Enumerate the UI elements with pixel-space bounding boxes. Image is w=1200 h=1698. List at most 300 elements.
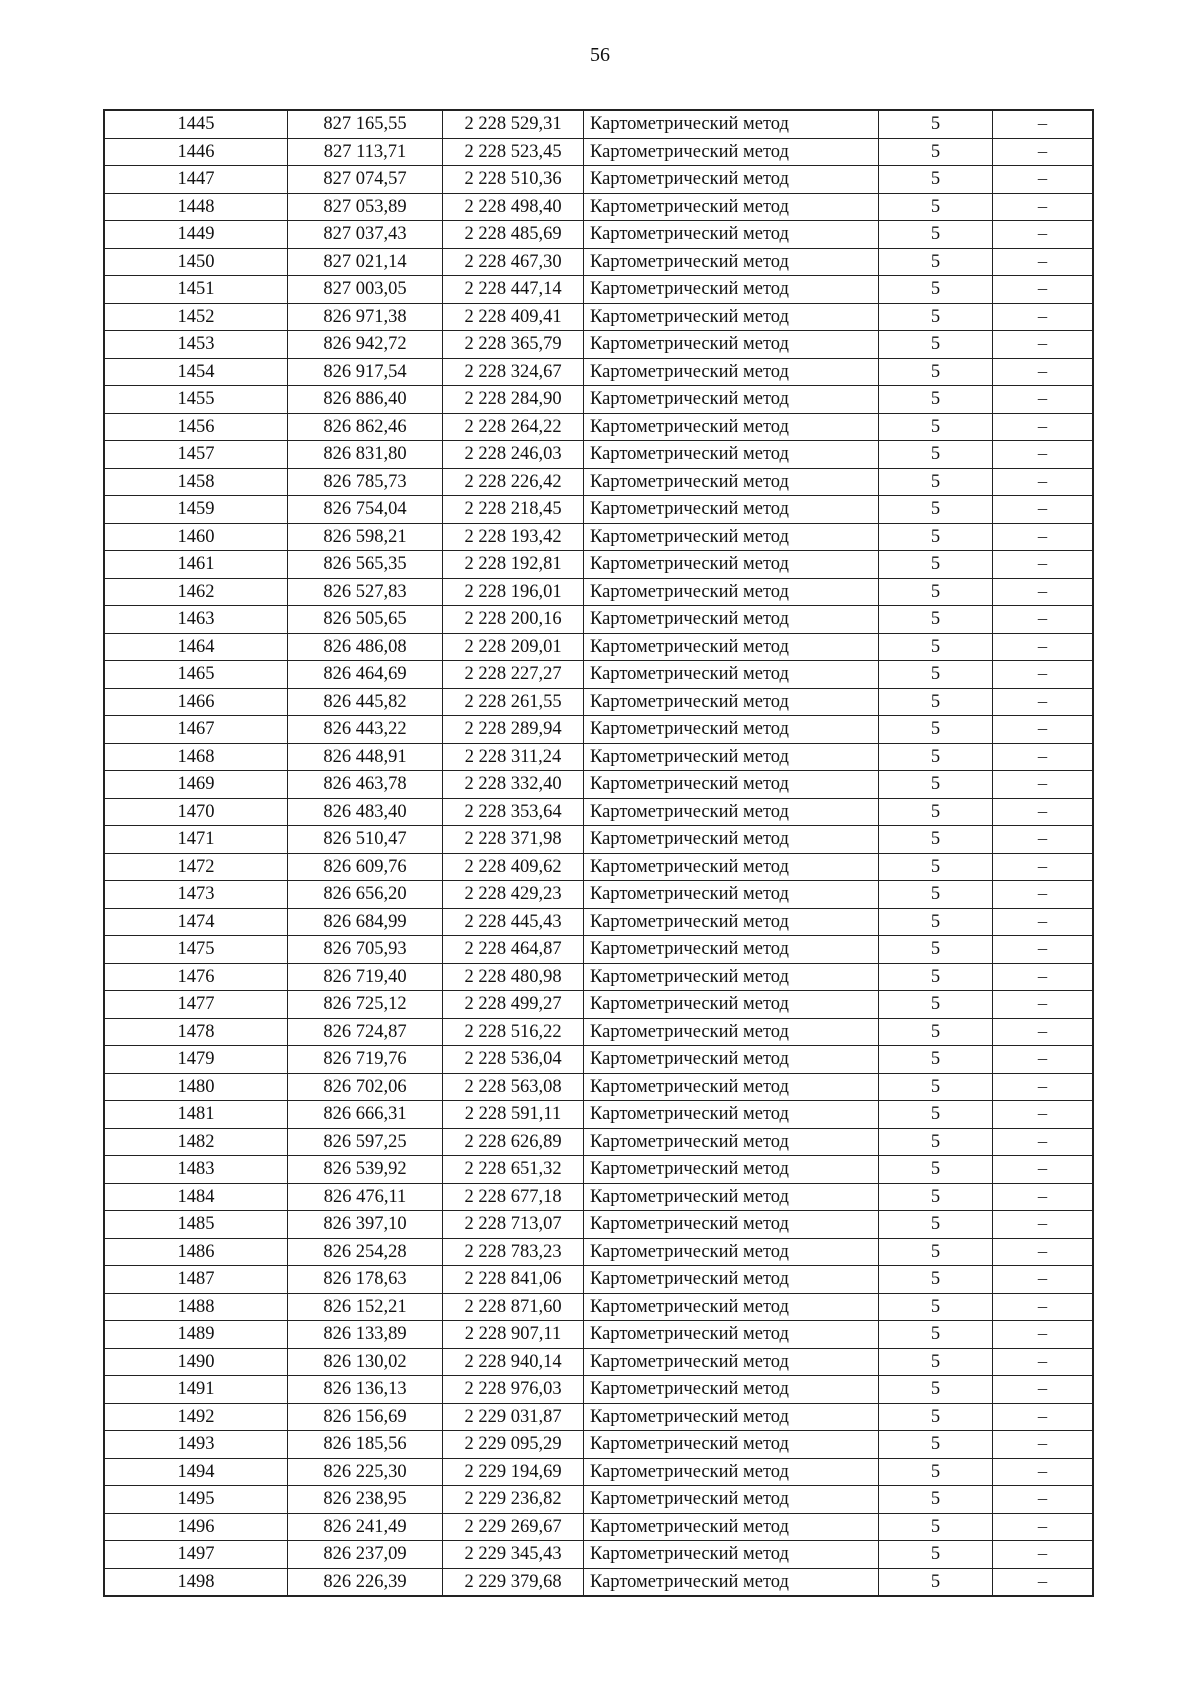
accuracy-cell: 5 [879, 221, 993, 249]
point-number-cell: 1459 [104, 496, 288, 524]
description-cell: – [993, 468, 1094, 496]
x-coordinate-cell: 826 254,28 [288, 1238, 443, 1266]
method-cell: Картометрический метод [584, 441, 879, 469]
accuracy-cell: 5 [879, 468, 993, 496]
table-row [104, 716, 1093, 744]
table-row [104, 991, 1093, 1019]
method-cell: Картометрический метод [584, 1183, 879, 1211]
description-cell: – [993, 578, 1094, 606]
table-row [104, 110, 1093, 138]
description-cell: – [993, 1321, 1094, 1349]
x-coordinate-cell: 826 443,22 [288, 716, 443, 744]
x-coordinate-cell: 826 483,40 [288, 798, 443, 826]
point-number-cell: 1495 [104, 1486, 288, 1514]
x-coordinate-cell: 826 486,08 [288, 633, 443, 661]
y-coordinate-cell: 2 228 196,01 [443, 578, 584, 606]
table-row [104, 441, 1093, 469]
coordinates-table [103, 109, 1094, 1597]
method-cell: Картометрический метод [584, 496, 879, 524]
accuracy-cell: 5 [879, 936, 993, 964]
x-coordinate-cell: 826 705,93 [288, 936, 443, 964]
method-cell: Картометрический метод [584, 331, 879, 359]
y-coordinate-cell: 2 228 429,23 [443, 881, 584, 909]
accuracy-cell: 5 [879, 1403, 993, 1431]
accuracy-cell: 5 [879, 441, 993, 469]
point-number-cell: 1472 [104, 853, 288, 881]
x-coordinate-cell: 826 942,72 [288, 331, 443, 359]
x-coordinate-cell: 826 510,47 [288, 826, 443, 854]
table-row [104, 798, 1093, 826]
coordinates-table-body [104, 110, 1093, 1596]
table-row [104, 1376, 1093, 1404]
x-coordinate-cell: 827 037,43 [288, 221, 443, 249]
method-cell: Картометрический метод [584, 138, 879, 166]
description-cell: – [993, 1376, 1094, 1404]
description-cell: – [993, 991, 1094, 1019]
point-number-cell: 1489 [104, 1321, 288, 1349]
accuracy-cell: 5 [879, 578, 993, 606]
x-coordinate-cell: 827 113,71 [288, 138, 443, 166]
point-number-cell: 1457 [104, 441, 288, 469]
method-cell: Картометрический метод [584, 1376, 879, 1404]
description-cell: – [993, 743, 1094, 771]
table-row [104, 138, 1093, 166]
point-number-cell: 1496 [104, 1513, 288, 1541]
y-coordinate-cell: 2 228 516,22 [443, 1018, 584, 1046]
point-number-cell: 1491 [104, 1376, 288, 1404]
method-cell: Картометрический метод [584, 358, 879, 386]
point-number-cell: 1465 [104, 661, 288, 689]
y-coordinate-cell: 2 228 677,18 [443, 1183, 584, 1211]
y-coordinate-cell: 2 228 467,30 [443, 248, 584, 276]
y-coordinate-cell: 2 228 264,22 [443, 413, 584, 441]
accuracy-cell: 5 [879, 1211, 993, 1239]
method-cell: Картометрический метод [584, 1073, 879, 1101]
y-coordinate-cell: 2 228 209,01 [443, 633, 584, 661]
y-coordinate-cell: 2 228 529,31 [443, 110, 584, 138]
method-cell: Картометрический метод [584, 276, 879, 304]
accuracy-cell: 5 [879, 606, 993, 634]
point-number-cell: 1458 [104, 468, 288, 496]
description-cell: – [993, 331, 1094, 359]
x-coordinate-cell: 826 226,39 [288, 1568, 443, 1596]
x-coordinate-cell: 826 666,31 [288, 1101, 443, 1129]
x-coordinate-cell: 826 476,11 [288, 1183, 443, 1211]
x-coordinate-cell: 826 785,73 [288, 468, 443, 496]
point-number-cell: 1455 [104, 386, 288, 414]
table-row [104, 606, 1093, 634]
description-cell: – [993, 523, 1094, 551]
table-row [104, 551, 1093, 579]
table-row [104, 386, 1093, 414]
method-cell: Картометрический метод [584, 551, 879, 579]
point-number-cell: 1469 [104, 771, 288, 799]
table-row [104, 826, 1093, 854]
description-cell: – [993, 413, 1094, 441]
y-coordinate-cell: 2 228 841,06 [443, 1266, 584, 1294]
method-cell: Картометрический метод [584, 1046, 879, 1074]
table-row [104, 1128, 1093, 1156]
table-row [104, 496, 1093, 524]
y-coordinate-cell: 2 228 311,24 [443, 743, 584, 771]
y-coordinate-cell: 2 228 499,27 [443, 991, 584, 1019]
description-cell: – [993, 1018, 1094, 1046]
point-number-cell: 1450 [104, 248, 288, 276]
x-coordinate-cell: 826 445,82 [288, 688, 443, 716]
description-cell: – [993, 386, 1094, 414]
description-cell: – [993, 1211, 1094, 1239]
description-cell: – [993, 1101, 1094, 1129]
point-number-cell: 1454 [104, 358, 288, 386]
description-cell: – [993, 1486, 1094, 1514]
x-coordinate-cell: 826 917,54 [288, 358, 443, 386]
y-coordinate-cell: 2 228 447,14 [443, 276, 584, 304]
y-coordinate-cell: 2 229 236,82 [443, 1486, 584, 1514]
description-cell: – [993, 661, 1094, 689]
description-cell: – [993, 138, 1094, 166]
table-row [104, 248, 1093, 276]
x-coordinate-cell: 826 719,40 [288, 963, 443, 991]
x-coordinate-cell: 826 178,63 [288, 1266, 443, 1294]
table-row [104, 881, 1093, 909]
x-coordinate-cell: 826 185,56 [288, 1431, 443, 1459]
x-coordinate-cell: 826 136,13 [288, 1376, 443, 1404]
page-number: 56 [590, 44, 610, 66]
point-number-cell: 1446 [104, 138, 288, 166]
y-coordinate-cell: 2 228 480,98 [443, 963, 584, 991]
table-row [104, 1183, 1093, 1211]
method-cell: Картометрический метод [584, 1156, 879, 1184]
point-number-cell: 1483 [104, 1156, 288, 1184]
x-coordinate-cell: 826 241,49 [288, 1513, 443, 1541]
accuracy-cell: 5 [879, 1266, 993, 1294]
x-coordinate-cell: 826 237,09 [288, 1541, 443, 1569]
accuracy-cell: 5 [879, 1293, 993, 1321]
y-coordinate-cell: 2 228 563,08 [443, 1073, 584, 1101]
point-number-cell: 1474 [104, 908, 288, 936]
table-row [104, 303, 1093, 331]
point-number-cell: 1464 [104, 633, 288, 661]
point-number-cell: 1451 [104, 276, 288, 304]
point-number-cell: 1493 [104, 1431, 288, 1459]
method-cell: Картометрический метод [584, 1293, 879, 1321]
x-coordinate-cell: 826 130,02 [288, 1348, 443, 1376]
method-cell: Картометрический метод [584, 386, 879, 414]
x-coordinate-cell: 826 505,65 [288, 606, 443, 634]
y-coordinate-cell: 2 228 485,69 [443, 221, 584, 249]
accuracy-cell: 5 [879, 633, 993, 661]
table-row [104, 1541, 1093, 1569]
description-cell: – [993, 1238, 1094, 1266]
description-cell: – [993, 1513, 1094, 1541]
method-cell: Картометрический метод [584, 1458, 879, 1486]
y-coordinate-cell: 2 228 783,23 [443, 1238, 584, 1266]
accuracy-cell: 5 [879, 1321, 993, 1349]
y-coordinate-cell: 2 228 976,03 [443, 1376, 584, 1404]
y-coordinate-cell: 2 229 269,67 [443, 1513, 584, 1541]
y-coordinate-cell: 2 228 261,55 [443, 688, 584, 716]
accuracy-cell: 5 [879, 358, 993, 386]
x-coordinate-cell: 827 074,57 [288, 166, 443, 194]
method-cell: Картометрический метод [584, 110, 879, 138]
point-number-cell: 1478 [104, 1018, 288, 1046]
x-coordinate-cell: 826 831,80 [288, 441, 443, 469]
description-cell: – [993, 606, 1094, 634]
table-row [104, 1293, 1093, 1321]
accuracy-cell: 5 [879, 1046, 993, 1074]
accuracy-cell: 5 [879, 991, 993, 1019]
method-cell: Картометрический метод [584, 248, 879, 276]
x-coordinate-cell: 826 225,30 [288, 1458, 443, 1486]
point-number-cell: 1477 [104, 991, 288, 1019]
y-coordinate-cell: 2 228 626,89 [443, 1128, 584, 1156]
y-coordinate-cell: 2 228 651,32 [443, 1156, 584, 1184]
description-cell: – [993, 193, 1094, 221]
table-row [104, 1458, 1093, 1486]
description-cell: – [993, 633, 1094, 661]
table-row [104, 1101, 1093, 1129]
description-cell: – [993, 1046, 1094, 1074]
y-coordinate-cell: 2 228 907,11 [443, 1321, 584, 1349]
y-coordinate-cell: 2 228 332,40 [443, 771, 584, 799]
accuracy-cell: 5 [879, 743, 993, 771]
y-coordinate-cell: 2 228 365,79 [443, 331, 584, 359]
table-row [104, 523, 1093, 551]
x-coordinate-cell: 826 463,78 [288, 771, 443, 799]
accuracy-cell: 5 [879, 1128, 993, 1156]
point-number-cell: 1470 [104, 798, 288, 826]
table-row [104, 661, 1093, 689]
x-coordinate-cell: 826 464,69 [288, 661, 443, 689]
accuracy-cell: 5 [879, 248, 993, 276]
method-cell: Картометрический метод [584, 1211, 879, 1239]
table-row [104, 221, 1093, 249]
description-cell: – [993, 276, 1094, 304]
point-number-cell: 1461 [104, 551, 288, 579]
x-coordinate-cell: 826 598,21 [288, 523, 443, 551]
y-coordinate-cell: 2 228 284,90 [443, 386, 584, 414]
method-cell: Картометрический метод [584, 221, 879, 249]
accuracy-cell: 5 [879, 661, 993, 689]
table-row [104, 743, 1093, 771]
accuracy-cell: 5 [879, 496, 993, 524]
x-coordinate-cell: 827 003,05 [288, 276, 443, 304]
accuracy-cell: 5 [879, 331, 993, 359]
method-cell: Картометрический метод [584, 963, 879, 991]
description-cell: – [993, 1568, 1094, 1596]
y-coordinate-cell: 2 228 226,42 [443, 468, 584, 496]
method-cell: Картометрический метод [584, 908, 879, 936]
table-row [104, 908, 1093, 936]
method-cell: Картометрический метод [584, 936, 879, 964]
table-row [104, 771, 1093, 799]
method-cell: Картометрический метод [584, 688, 879, 716]
table-row [104, 936, 1093, 964]
accuracy-cell: 5 [879, 276, 993, 304]
method-cell: Картометрический метод [584, 1568, 879, 1596]
description-cell: – [993, 1156, 1094, 1184]
y-coordinate-cell: 2 229 379,68 [443, 1568, 584, 1596]
accuracy-cell: 5 [879, 1568, 993, 1596]
y-coordinate-cell: 2 228 289,94 [443, 716, 584, 744]
accuracy-cell: 5 [879, 1376, 993, 1404]
point-number-cell: 1445 [104, 110, 288, 138]
method-cell: Картометрический метод [584, 523, 879, 551]
y-coordinate-cell: 2 228 193,42 [443, 523, 584, 551]
x-coordinate-cell: 826 609,76 [288, 853, 443, 881]
point-number-cell: 1453 [104, 331, 288, 359]
table-row [104, 1073, 1093, 1101]
accuracy-cell: 5 [879, 551, 993, 579]
method-cell: Картометрический метод [584, 1238, 879, 1266]
table-row [104, 1238, 1093, 1266]
point-number-cell: 1476 [104, 963, 288, 991]
description-cell: – [993, 798, 1094, 826]
method-cell: Картометрический метод [584, 1513, 879, 1541]
x-coordinate-cell: 827 165,55 [288, 110, 443, 138]
y-coordinate-cell: 2 228 510,36 [443, 166, 584, 194]
table-row [104, 853, 1093, 881]
point-number-cell: 1448 [104, 193, 288, 221]
description-cell: – [993, 1073, 1094, 1101]
point-number-cell: 1494 [104, 1458, 288, 1486]
x-coordinate-cell: 826 565,35 [288, 551, 443, 579]
accuracy-cell: 5 [879, 1458, 993, 1486]
y-coordinate-cell: 2 229 194,69 [443, 1458, 584, 1486]
point-number-cell: 1480 [104, 1073, 288, 1101]
accuracy-cell: 5 [879, 826, 993, 854]
x-coordinate-cell: 826 238,95 [288, 1486, 443, 1514]
accuracy-cell: 5 [879, 1018, 993, 1046]
description-cell: – [993, 936, 1094, 964]
description-cell: – [993, 221, 1094, 249]
accuracy-cell: 5 [879, 1541, 993, 1569]
accuracy-cell: 5 [879, 386, 993, 414]
x-coordinate-cell: 826 702,06 [288, 1073, 443, 1101]
method-cell: Картометрический метод [584, 1348, 879, 1376]
table-row [104, 1403, 1093, 1431]
description-cell: – [993, 496, 1094, 524]
y-coordinate-cell: 2 228 409,41 [443, 303, 584, 331]
table-row [104, 1568, 1093, 1596]
x-coordinate-cell: 827 021,14 [288, 248, 443, 276]
method-cell: Картометрический метод [584, 413, 879, 441]
y-coordinate-cell: 2 228 464,87 [443, 936, 584, 964]
accuracy-cell: 5 [879, 166, 993, 194]
y-coordinate-cell: 2 228 218,45 [443, 496, 584, 524]
table-row [104, 1018, 1093, 1046]
point-number-cell: 1447 [104, 166, 288, 194]
description-cell: – [993, 1431, 1094, 1459]
accuracy-cell: 5 [879, 303, 993, 331]
method-cell: Картометрический метод [584, 1486, 879, 1514]
accuracy-cell: 5 [879, 193, 993, 221]
table-row [104, 963, 1093, 991]
method-cell: Картометрический метод [584, 853, 879, 881]
accuracy-cell: 5 [879, 1183, 993, 1211]
y-coordinate-cell: 2 228 445,43 [443, 908, 584, 936]
y-coordinate-cell: 2 228 591,11 [443, 1101, 584, 1129]
method-cell: Картометрический метод [584, 1541, 879, 1569]
y-coordinate-cell: 2 228 713,07 [443, 1211, 584, 1239]
point-number-cell: 1462 [104, 578, 288, 606]
point-number-cell: 1471 [104, 826, 288, 854]
point-number-cell: 1463 [104, 606, 288, 634]
method-cell: Картометрический метод [584, 1101, 879, 1129]
method-cell: Картометрический метод [584, 1018, 879, 1046]
table-row [104, 1211, 1093, 1239]
x-coordinate-cell: 826 397,10 [288, 1211, 443, 1239]
x-coordinate-cell: 826 724,87 [288, 1018, 443, 1046]
description-cell: – [993, 881, 1094, 909]
point-number-cell: 1498 [104, 1568, 288, 1596]
accuracy-cell: 5 [879, 1431, 993, 1459]
y-coordinate-cell: 2 229 031,87 [443, 1403, 584, 1431]
accuracy-cell: 5 [879, 110, 993, 138]
table-row [104, 1046, 1093, 1074]
description-cell: – [993, 771, 1094, 799]
description-cell: – [993, 1128, 1094, 1156]
table-row [104, 468, 1093, 496]
y-coordinate-cell: 2 229 095,29 [443, 1431, 584, 1459]
description-cell: – [993, 1293, 1094, 1321]
x-coordinate-cell: 826 971,38 [288, 303, 443, 331]
accuracy-cell: 5 [879, 716, 993, 744]
y-coordinate-cell: 2 228 536,04 [443, 1046, 584, 1074]
point-number-cell: 1449 [104, 221, 288, 249]
point-number-cell: 1473 [104, 881, 288, 909]
description-cell: – [993, 1403, 1094, 1431]
method-cell: Картометрический метод [584, 771, 879, 799]
accuracy-cell: 5 [879, 413, 993, 441]
accuracy-cell: 5 [879, 1513, 993, 1541]
x-coordinate-cell: 826 527,83 [288, 578, 443, 606]
table-row [104, 1486, 1093, 1514]
accuracy-cell: 5 [879, 1156, 993, 1184]
description-cell: – [993, 963, 1094, 991]
point-number-cell: 1492 [104, 1403, 288, 1431]
x-coordinate-cell: 826 886,40 [288, 386, 443, 414]
table-row [104, 166, 1093, 194]
y-coordinate-cell: 2 228 246,03 [443, 441, 584, 469]
description-cell: – [993, 1458, 1094, 1486]
point-number-cell: 1467 [104, 716, 288, 744]
point-number-cell: 1479 [104, 1046, 288, 1074]
table-row [104, 633, 1093, 661]
y-coordinate-cell: 2 228 192,81 [443, 551, 584, 579]
table-row [104, 193, 1093, 221]
method-cell: Картометрический метод [584, 633, 879, 661]
method-cell: Картометрический метод [584, 1431, 879, 1459]
x-coordinate-cell: 826 539,92 [288, 1156, 443, 1184]
accuracy-cell: 5 [879, 798, 993, 826]
description-cell: – [993, 1348, 1094, 1376]
y-coordinate-cell: 2 228 523,45 [443, 138, 584, 166]
table-row [104, 358, 1093, 386]
x-coordinate-cell: 826 133,89 [288, 1321, 443, 1349]
description-cell: – [993, 303, 1094, 331]
point-number-cell: 1490 [104, 1348, 288, 1376]
point-number-cell: 1482 [104, 1128, 288, 1156]
accuracy-cell: 5 [879, 1486, 993, 1514]
method-cell: Картометрический метод [584, 826, 879, 854]
table-row [104, 1266, 1093, 1294]
method-cell: Картометрический метод [584, 798, 879, 826]
method-cell: Картометрический метод [584, 468, 879, 496]
y-coordinate-cell: 2 228 324,67 [443, 358, 584, 386]
accuracy-cell: 5 [879, 881, 993, 909]
accuracy-cell: 5 [879, 771, 993, 799]
